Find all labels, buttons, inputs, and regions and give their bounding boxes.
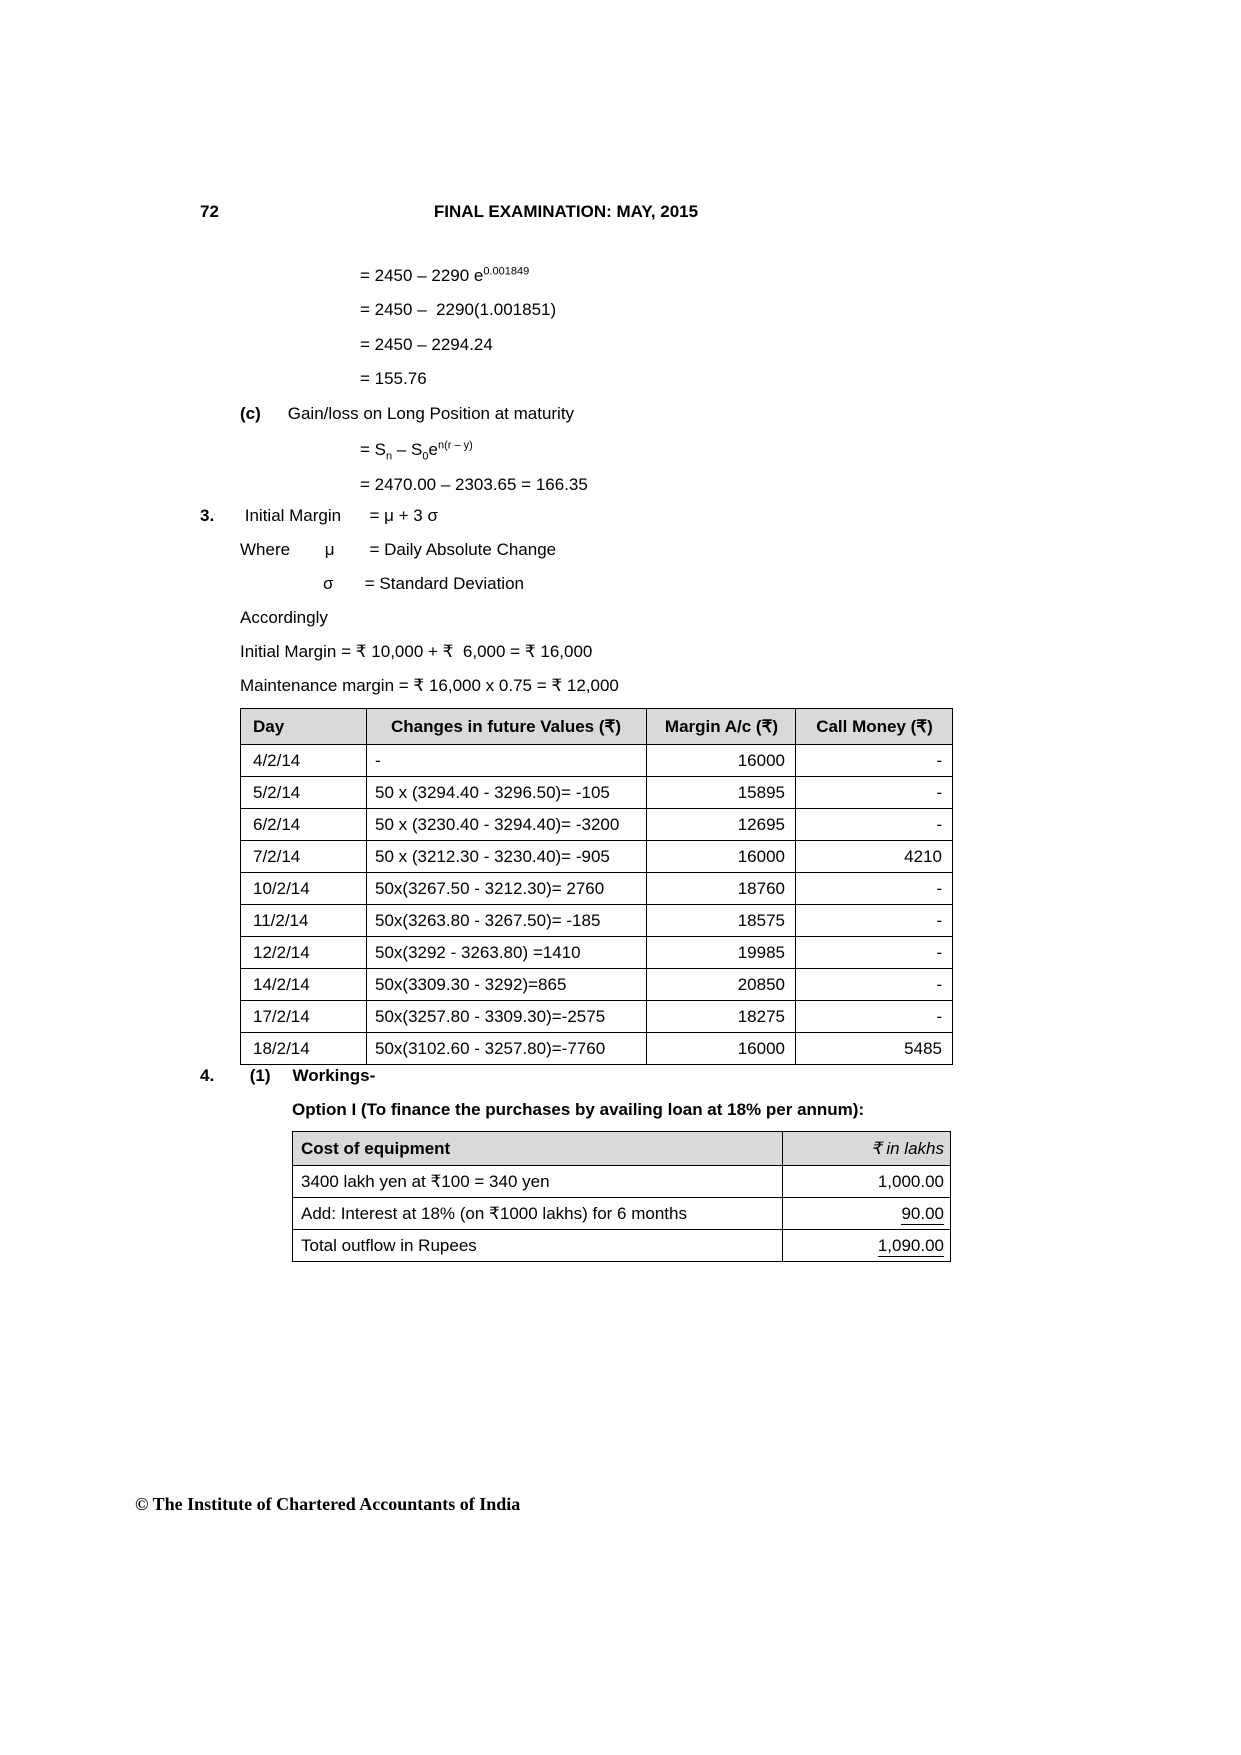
table-cell: 18575: [647, 905, 796, 937]
table-cell: 18760: [647, 873, 796, 905]
table-cell: 12/2/14: [241, 937, 367, 969]
table-cell: -: [796, 777, 953, 809]
formula-subscript: n: [386, 450, 393, 463]
formula-text: e: [428, 440, 438, 459]
table-cell: -: [796, 809, 953, 841]
section-4-heading: [200, 1066, 960, 1086]
section-3-number: 3.: [200, 506, 215, 525]
section-3-title: Initial Margin: [244, 506, 342, 525]
cost-item-value: 1,000.00: [783, 1166, 951, 1198]
cost-table-body: [293, 1166, 951, 1262]
table-cell: 50 x (3212.30 - 3230.40)= -905: [367, 841, 647, 873]
cost-item-value: [783, 1230, 951, 1262]
equation-exponent: 0.001849: [483, 265, 530, 278]
margin-account-table: [240, 708, 953, 1065]
table-cell: 12695: [647, 809, 796, 841]
table-cell: 50 x (3294.40 - 3296.50)= -105: [367, 777, 647, 809]
table-cell: 5/2/14: [241, 777, 367, 809]
table-cell: 20850: [647, 969, 796, 1001]
table-row: [241, 745, 953, 777]
cost-of-equipment-table: [292, 1131, 951, 1262]
section-c-result: = 2470.00 – 2303.65 = 166.35: [360, 475, 588, 494]
underlined-total: 90.00: [901, 1203, 944, 1223]
equation-text: = 2450 – 2290 e: [360, 266, 484, 285]
column-header-day: Day: [241, 709, 367, 745]
sigma-definition-line: [200, 574, 960, 594]
mu-definition: = Daily Absolute Change: [369, 540, 557, 559]
section-c-formula: [360, 439, 473, 463]
table-cell: 5485: [796, 1033, 953, 1065]
table-header-row: [241, 709, 953, 745]
table-cell: -: [796, 905, 953, 937]
table-row: [241, 777, 953, 809]
table-cell: 18275: [647, 1001, 796, 1033]
table-row: [293, 1198, 951, 1230]
section-4-number: 4.: [200, 1066, 215, 1085]
equation-line-3: = 2450 – 2294.24: [360, 335, 493, 354]
table-row: [241, 841, 953, 873]
sigma-symbol: σ: [323, 574, 334, 593]
table-cell: -: [796, 873, 953, 905]
section-4-title: Workings-: [292, 1066, 376, 1085]
page-title: FINAL EXAMINATION: MAY, 2015: [433, 202, 699, 221]
accordingly-label: Accordingly: [240, 608, 328, 627]
table-row: [241, 873, 953, 905]
table-cell: 10/2/14: [241, 873, 367, 905]
equation-line-2: = 2450 – 2290(1.001851): [360, 300, 557, 319]
formula-text: – S: [392, 440, 423, 459]
cost-item-label: 3400 lakh yen at ₹100 = 340 yen: [293, 1166, 783, 1198]
page-header: [200, 202, 932, 222]
table-cell: 16000: [647, 745, 796, 777]
section-4-sub-number: (1): [249, 1066, 271, 1085]
cost-item-value: [783, 1198, 951, 1230]
formula-exponent: n(r – y): [437, 439, 473, 452]
table-row: [293, 1166, 951, 1198]
table-cell: 4210: [796, 841, 953, 873]
table-row: [241, 905, 953, 937]
table-cell: 7/2/14: [241, 841, 367, 873]
cost-item-label: Total outflow in Rupees: [293, 1230, 783, 1262]
table-cell: -: [796, 969, 953, 1001]
formula-subscript: 0: [422, 450, 429, 463]
table-cell: 15895: [647, 777, 796, 809]
margin-table-body: [241, 745, 953, 1065]
table-row: [241, 969, 953, 1001]
table-cell: 50x(3309.30 - 3292)=865: [367, 969, 647, 1001]
table-cell: 50x(3257.80 - 3309.30)=-2575: [367, 1001, 647, 1033]
column-header-margin: Margin A/c (₹): [647, 709, 796, 745]
section-c-title: Gain/loss on Long Position at maturity: [287, 404, 575, 423]
table-row: [241, 1033, 953, 1065]
formula-text: = S: [360, 440, 386, 459]
table-cell: -: [796, 937, 953, 969]
sigma-definition: = Standard Deviation: [364, 574, 524, 593]
underlined-total: 1,090.00: [877, 1235, 944, 1255]
table-cell: 18/2/14: [241, 1033, 367, 1065]
table-cell: 16000: [647, 841, 796, 873]
table-row: [241, 937, 953, 969]
table-cell: 50 x (3230.40 - 3294.40)= -3200: [367, 809, 647, 841]
equation-line-1: [360, 266, 529, 286]
column-header-rupees-lakhs: ₹ in lakhs: [783, 1132, 951, 1166]
column-header-changes: Changes in future Values (₹): [367, 709, 647, 745]
maintenance-margin-line: Maintenance margin = ₹ 16,000 x 0.75 = ₹ 12,000: [240, 676, 619, 695]
table-row: [241, 809, 953, 841]
mu-symbol: μ: [324, 540, 335, 559]
table-cell: 50x(3267.50 - 3212.30)= 2760: [367, 873, 647, 905]
table-cell: 4/2/14: [241, 745, 367, 777]
equation-line-4: = 155.76: [360, 369, 427, 388]
column-header-cost: Cost of equipment: [293, 1132, 783, 1166]
option-1-heading: Option I (To finance the purchases by availing loan at 18% per annum):: [292, 1100, 865, 1119]
table-cell: 14/2/14: [241, 969, 367, 1001]
table-cell: -: [367, 745, 647, 777]
table-cell: 50x(3263.80 - 3267.50)= -185: [367, 905, 647, 937]
where-label: Where: [240, 540, 291, 559]
cost-item-label: Add: Interest at 18% (on ₹1000 lakhs) for 6 months: [293, 1198, 783, 1230]
table-cell: 50x(3102.60 - 3257.80)=-7760: [367, 1033, 647, 1065]
section-3-heading: [200, 506, 960, 526]
table-row: [293, 1230, 951, 1262]
table-cell: -: [796, 745, 953, 777]
table-cell: 11/2/14: [241, 905, 367, 937]
table-header-row: [293, 1132, 951, 1166]
table-cell: 16000: [647, 1033, 796, 1065]
section-c-label: (c): [240, 404, 261, 423]
section-c-heading: [200, 404, 960, 424]
table-cell: 50x(3292 - 3263.80) =1410: [367, 937, 647, 969]
copyright-footer: © The Institute of Chartered Accountants of India: [135, 1494, 521, 1514]
page-number: 72: [200, 202, 219, 221]
column-header-call-money: Call Money (₹): [796, 709, 953, 745]
mu-definition-line: [200, 540, 960, 560]
table-cell: 19985: [647, 937, 796, 969]
table-cell: -: [796, 1001, 953, 1033]
section-3-formula: = μ + 3 σ: [369, 506, 438, 525]
table-cell: 17/2/14: [241, 1001, 367, 1033]
table-cell: 6/2/14: [241, 809, 367, 841]
table-row: [241, 1001, 953, 1033]
initial-margin-line: Initial Margin = ₹ 10,000 + ₹ 6,000 = ₹ 16,000: [240, 642, 593, 661]
